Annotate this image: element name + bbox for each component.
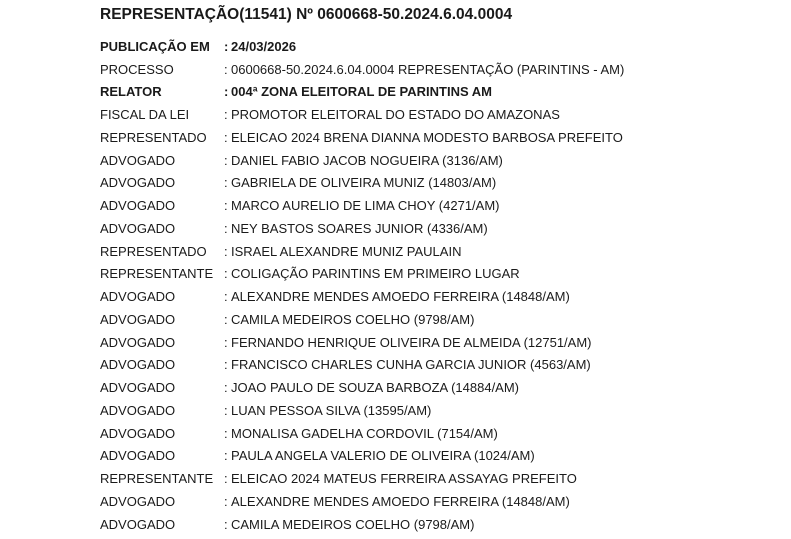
field-separator: : (224, 289, 228, 305)
party-row (100, 81, 780, 104)
party-role-label: ADVOGADO (100, 311, 176, 327)
party-list (100, 35, 780, 536)
field-separator: : (224, 129, 228, 145)
field-separator: : (224, 493, 228, 509)
party-name-value: LUAN PESSOA SILVA (13595/AM) (231, 402, 432, 418)
document-title: REPRESENTAÇÃO(11541) Nº 0600668-50.2024.6.04.0004 (100, 6, 513, 23)
party-role-label: ADVOGADO (100, 357, 176, 373)
party-role-label: REPRESENTADO (100, 129, 207, 145)
party-role-label: ADVOGADO (100, 289, 176, 305)
party-name-value: ALEXANDRE MENDES AMOEDO FERREIRA (14848/AM) (231, 289, 570, 305)
field-separator: : (224, 357, 228, 373)
party-role-label: ADVOGADO (100, 493, 176, 509)
party-name-value: COLIGAÇÃO PARINTINS EM PRIMEIRO LUGAR (231, 266, 520, 282)
field-separator: : (224, 425, 228, 441)
party-role-label: ADVOGADO (100, 334, 176, 350)
party-name-value: FRANCISCO CHARLES CUNHA GARCIA JUNIOR (4563/AM) (231, 357, 591, 373)
party-name-value: PAULA ANGELA VALERIO DE OLIVEIRA (1024/AM) (231, 448, 535, 464)
party-role-label: PROCESSO (100, 61, 174, 77)
party-row (100, 422, 780, 445)
field-separator: : (224, 175, 228, 191)
party-role-label: ADVOGADO (100, 175, 176, 191)
party-name-value: FERNANDO HENRIQUE OLIVEIRA DE ALMEIDA (12751/AM) (231, 334, 592, 350)
party-role-label: ADVOGADO (100, 152, 176, 168)
party-name-value: ELEICAO 2024 BRENA DIANNA MODESTO BARBOSA PREFEITO (231, 129, 623, 145)
party-row (100, 445, 780, 468)
field-separator: : (224, 61, 228, 77)
party-row (100, 513, 780, 536)
party-name-value: 24/03/2026 (231, 38, 297, 54)
field-separator: : (224, 152, 228, 168)
party-row (100, 126, 780, 149)
party-row (100, 263, 780, 286)
party-role-label: FISCAL DA LEI (100, 107, 190, 123)
party-row (100, 490, 780, 513)
party-row (100, 331, 780, 354)
field-separator: : (224, 266, 228, 282)
party-role-label: ADVOGADO (100, 516, 176, 532)
party-role-label: ADVOGADO (100, 448, 176, 464)
party-name-value: DANIEL FABIO JACOB NOGUEIRA (3136/AM) (231, 152, 503, 168)
party-name-value: GABRIELA DE OLIVEIRA MUNIZ (14803/AM) (231, 175, 497, 191)
party-name-value: ALEXANDRE MENDES AMOEDO FERREIRA (14848/AM) (231, 493, 570, 509)
party-row (100, 103, 780, 126)
party-role-label: ADVOGADO (100, 425, 176, 441)
field-separator: : (224, 402, 228, 418)
field-separator: : (224, 84, 229, 100)
field-separator: : (224, 516, 228, 532)
party-role-label: REPRESENTADO (100, 243, 207, 259)
party-row (100, 58, 780, 81)
party-row (100, 354, 780, 377)
party-row (100, 376, 780, 399)
party-role-label: ADVOGADO (100, 220, 176, 236)
party-name-value: NEY BASTOS SOARES JUNIOR (4336/AM) (231, 220, 488, 236)
field-separator: : (224, 311, 228, 327)
party-row (100, 308, 780, 331)
party-row (100, 467, 780, 490)
party-row (100, 285, 780, 308)
party-row (100, 399, 780, 422)
party-role-label: ADVOGADO (100, 380, 176, 396)
field-separator: : (224, 334, 228, 350)
party-role-label: REPRESENTANTE (100, 471, 214, 487)
party-name-value: CAMILA MEDEIROS COELHO (9798/AM) (231, 311, 475, 327)
field-separator: : (224, 471, 228, 487)
party-name-value: JOAO PAULO DE SOUZA BARBOZA (14884/AM) (231, 380, 520, 396)
field-separator: : (224, 38, 229, 54)
party-name-value: 004ª ZONA ELEITORAL DE PARINTINS AM (231, 84, 492, 100)
field-separator: : (224, 243, 228, 259)
field-separator: : (224, 380, 228, 396)
party-name-value: MARCO AURELIO DE LIMA CHOY (4271/AM) (231, 198, 500, 214)
party-name-value: ISRAEL ALEXANDRE MUNIZ PAULAIN (231, 243, 462, 259)
party-row (100, 217, 780, 240)
party-row (100, 194, 780, 217)
party-role-label: REPRESENTANTE (100, 266, 214, 282)
party-name-value: 0600668-50.2024.6.04.0004 REPRESENTAÇÃO (PARINTINS - AM) (231, 61, 625, 77)
field-separator: : (224, 107, 228, 123)
party-row (100, 172, 780, 195)
party-name-value: ELEICAO 2024 MATEUS FERREIRA ASSAYAG PREFEITO (231, 471, 577, 487)
party-role-label: ADVOGADO (100, 402, 176, 418)
party-row (100, 35, 780, 58)
party-role-label: PUBLICAÇÃO EM (100, 38, 210, 54)
party-row (100, 240, 780, 263)
party-role-label: ADVOGADO (100, 198, 176, 214)
party-name-value: PROMOTOR ELEITORAL DO ESTADO DO AMAZONAS (231, 107, 560, 123)
party-name-value: MONALISA GADELHA CORDOVIL (7154/AM) (231, 425, 498, 441)
party-name-value: CAMILA MEDEIROS COELHO (9798/AM) (231, 516, 475, 532)
party-role-label: RELATOR (100, 84, 162, 100)
party-row (100, 149, 780, 172)
field-separator: : (224, 198, 228, 214)
field-separator: : (224, 448, 228, 464)
field-separator: : (224, 220, 228, 236)
